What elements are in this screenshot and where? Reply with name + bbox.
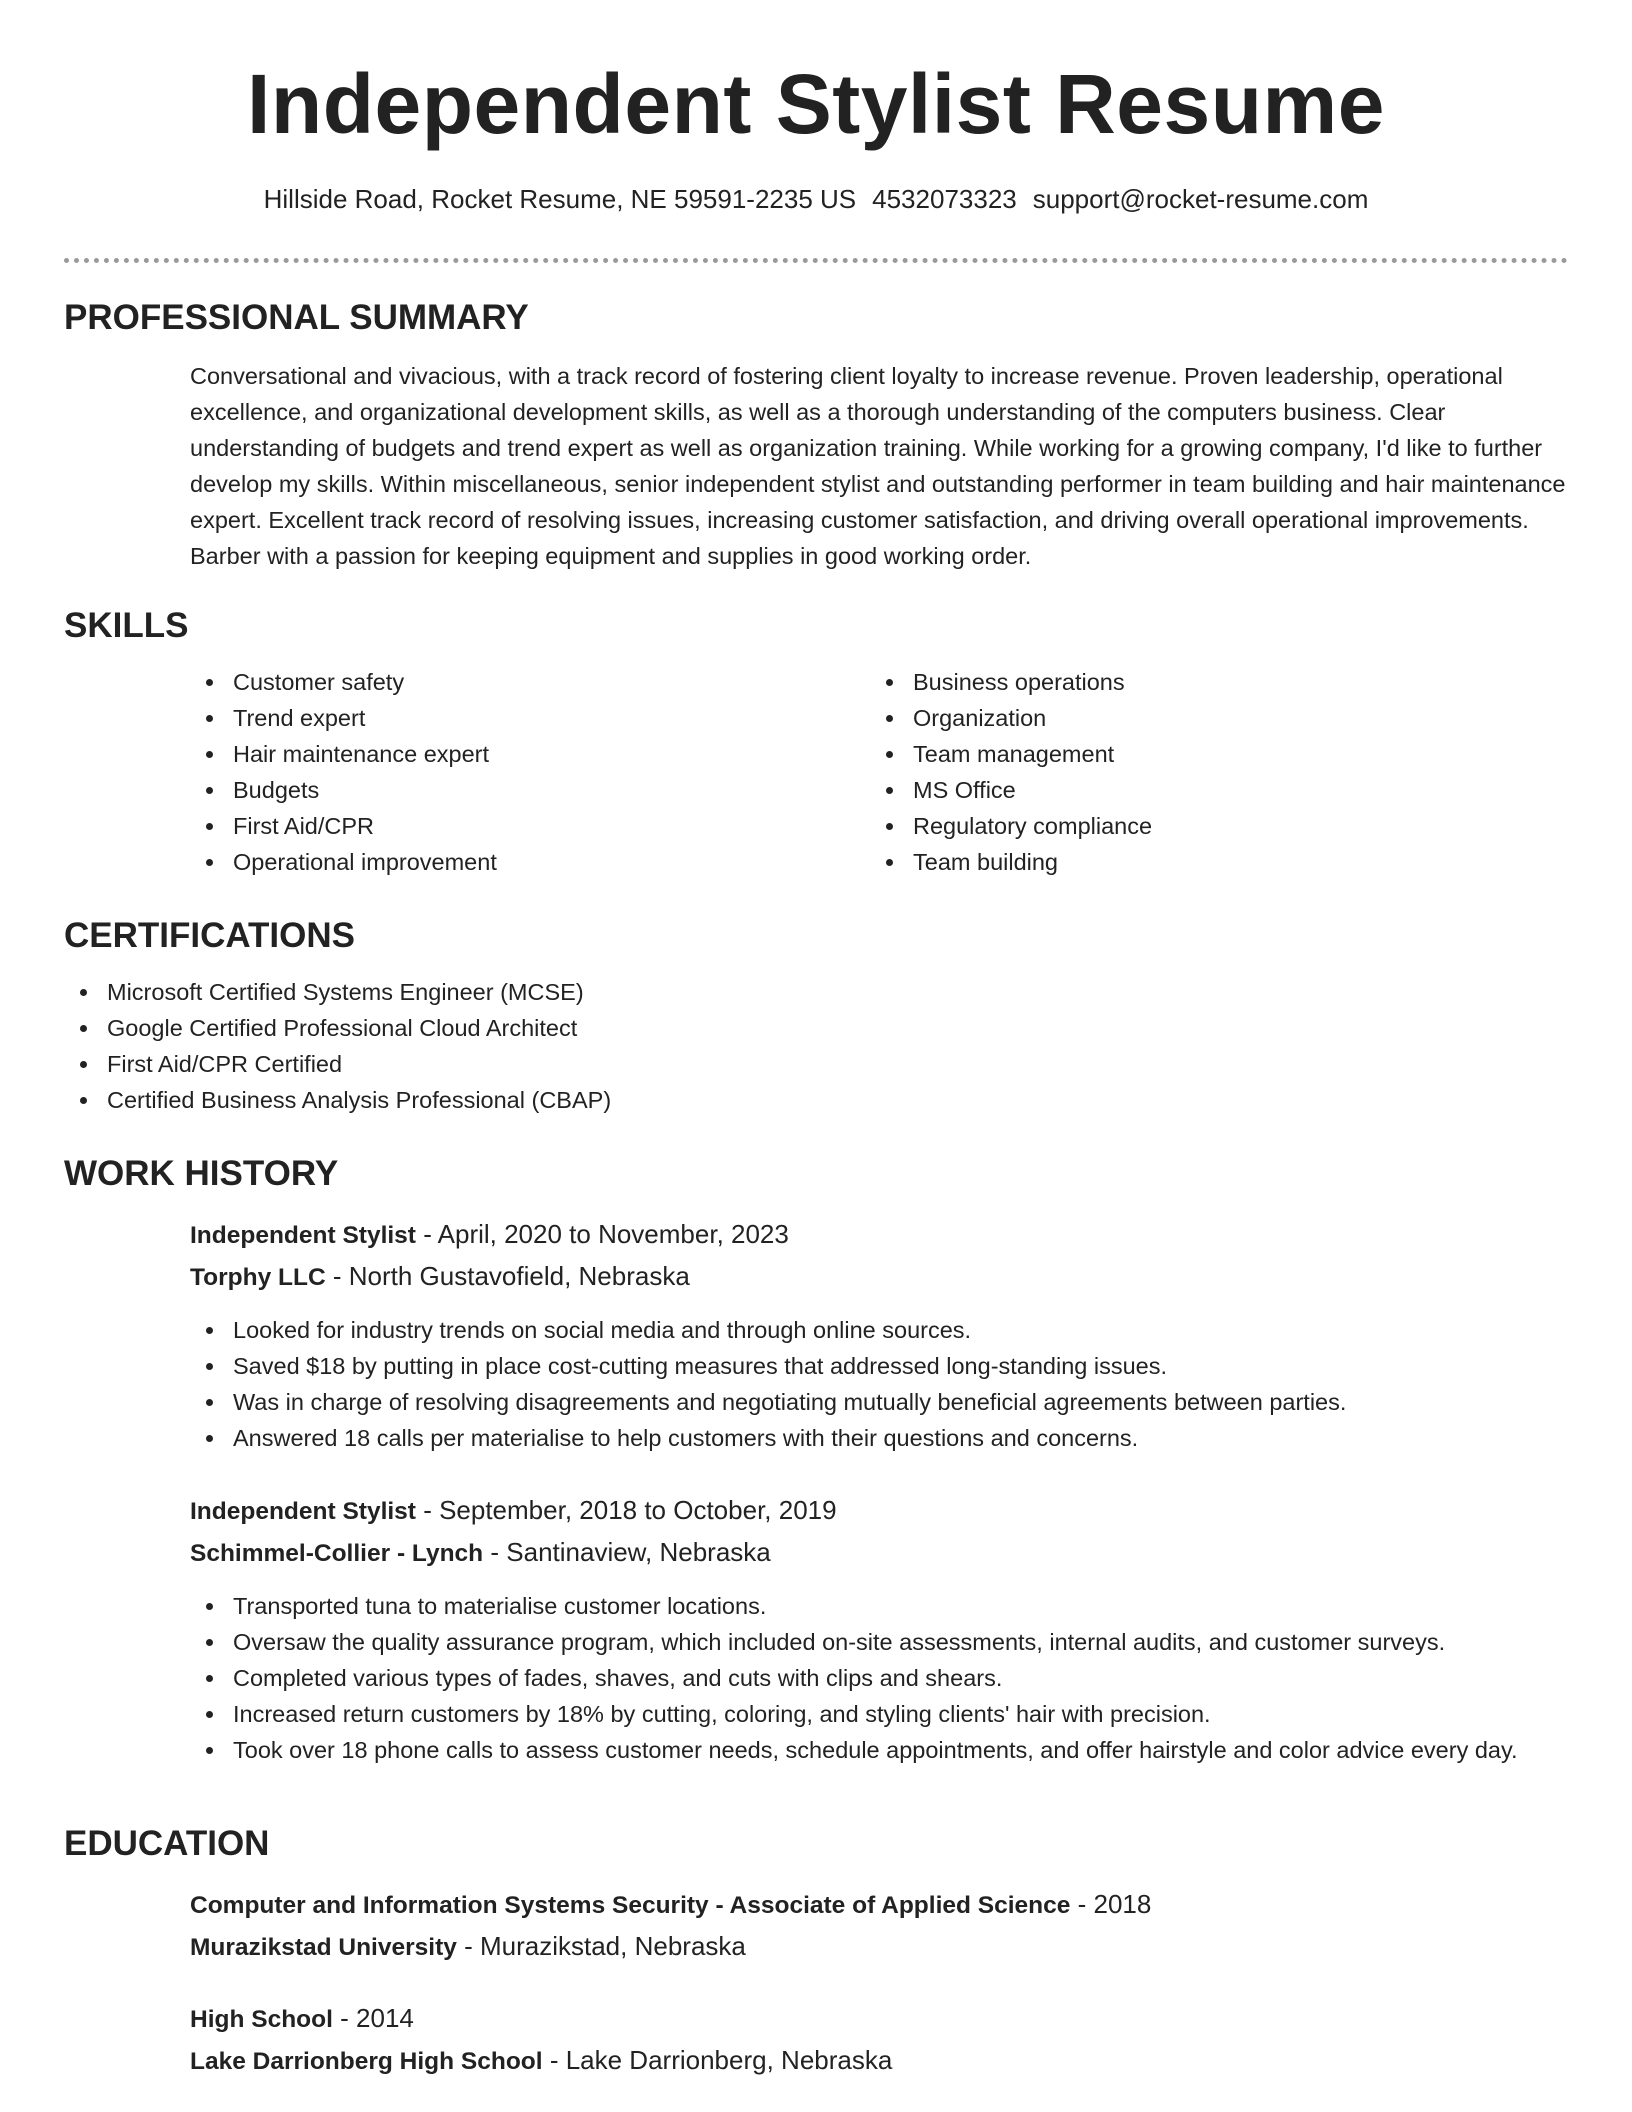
education-school: Murazikstad University	[190, 1934, 457, 1961]
job-entry	[190, 1490, 1568, 1768]
skill-item: Hair maintenance expert	[190, 736, 870, 772]
job-bullet: Completed various types of fades, shaves, and cuts with clips and shears.	[190, 1660, 1568, 1696]
skill-item: Business operations	[870, 664, 1550, 700]
education-year: - 2018	[1070, 1889, 1152, 1919]
skills-right-list	[870, 664, 1550, 880]
job-title-line	[190, 1490, 1568, 1532]
skills-heading: SKILLS	[64, 606, 189, 645]
education-degree-line	[190, 1998, 1568, 2040]
job-bullet: Took over 18 phone calls to assess customer needs, schedule appointments, and offer hairstyle and color advice every day.	[190, 1732, 1568, 1768]
education-location: - Lake Darrionberg, Nebraska	[542, 2045, 893, 2075]
skills-grid	[190, 664, 1568, 880]
education-degree-line	[190, 1884, 1568, 1926]
contact-address: Hillside Road, Rocket Resume, NE 59591-2235 US	[263, 184, 857, 214]
job-company: Schimmel-Collier - Lynch	[190, 1540, 484, 1567]
job-entry	[190, 1214, 1568, 1456]
education-entry	[190, 1998, 1568, 2082]
job-location: - Santinaview, Nebraska	[483, 1537, 771, 1567]
certifications-heading: CERTIFICATIONS	[64, 916, 356, 955]
job-company: Torphy LLC	[190, 1264, 326, 1291]
skill-item: Team management	[870, 736, 1550, 772]
resume-page	[64, 0, 1568, 2075]
certification-item: First Aid/CPR Certified	[64, 1046, 1442, 1082]
summary-text: Conversational and vivacious, with a track record of fostering client loyalty to increase revenue. Proven leadership, operational excellence, and organizational development skills, as well as a thorough understanding of the computers business. Clear understanding of budgets and trend expert as well as organization training. While working for a growing company, I'd like to further develop my skills. Within miscellaneous, senior independent stylist and outstanding performer in team building and hair maintenance expert. Excellent track record of resolving issues, increasing customer satisfaction, and driving overall operational improvements. Barber with a passion for keeping equipment and supplies in good working order.	[190, 363, 1566, 569]
resume-title: Independent Stylist Resume	[247, 57, 1385, 151]
education-entry	[190, 1884, 1568, 1968]
skill-item: Operational improvement	[190, 844, 870, 880]
skill-item: MS Office	[870, 772, 1550, 808]
education-heading: EDUCATION	[64, 1824, 270, 1863]
certifications-section	[64, 914, 1568, 1118]
skill-item: Trend expert	[190, 700, 870, 736]
job-bullet: Answered 18 calls per materialise to help customers with their questions and concerns.	[190, 1420, 1568, 1456]
job-dates: - April, 2020 to November, 2023	[415, 1219, 789, 1249]
job-bullets	[190, 1312, 1568, 1456]
education-degree: Computer and Information Systems Security - Associate of Applied Science	[190, 1892, 1071, 1919]
job-bullet: Oversaw the quality assurance program, which included on-site assessments, internal audits, and customer surveys.	[190, 1624, 1568, 1660]
skill-item: Budgets	[190, 772, 870, 808]
certifications-list	[64, 974, 1442, 1118]
job-company-line	[190, 1532, 1568, 1574]
education-section	[64, 1822, 1568, 2082]
education-location: - Murazikstad, Nebraska	[456, 1931, 746, 1961]
education-school-line	[190, 1926, 1568, 1968]
contact-line	[64, 182, 1568, 216]
education-school: Lake Darrionberg High School	[190, 2048, 543, 2075]
job-bullet: Saved $18 by putting in place cost-cutting measures that addressed long-standing issues.	[190, 1348, 1568, 1384]
education-school-line	[190, 2040, 1568, 2082]
skill-item: Team building	[870, 844, 1550, 880]
certification-item: Microsoft Certified Systems Engineer (MCSE)	[64, 974, 1442, 1010]
certification-item: Certified Business Analysis Professional (CBAP)	[64, 1082, 1442, 1118]
work-heading: WORK HISTORY	[64, 1154, 339, 1193]
job-dates: - September, 2018 to October, 2019	[415, 1495, 837, 1525]
job-bullet: Increased return customers by 18% by cutting, coloring, and styling clients' hair with precision.	[190, 1696, 1568, 1732]
contact-phone: 4532073323	[872, 184, 1017, 214]
education-degree: High School	[190, 2006, 333, 2033]
job-role: Independent Stylist	[190, 1498, 416, 1525]
contact-email: support@rocket-resume.com	[1032, 184, 1369, 214]
certification-item: Google Certified Professional Cloud Architect	[64, 1010, 1442, 1046]
education-year: - 2014	[332, 2003, 414, 2033]
job-bullet: Was in charge of resolving disagreements and negotiating mutually beneficial agreements between parties.	[190, 1384, 1568, 1420]
job-title-line	[190, 1214, 1568, 1256]
job-role: Independent Stylist	[190, 1222, 416, 1249]
skill-item: Regulatory compliance	[870, 808, 1550, 844]
summary-heading: PROFESSIONAL SUMMARY	[64, 298, 529, 337]
job-bullet: Looked for industry trends on social media and through online sources.	[190, 1312, 1568, 1348]
work-section	[64, 1152, 1568, 1768]
skills-left-list	[190, 664, 870, 880]
skill-item: First Aid/CPR	[190, 808, 870, 844]
job-company-line	[190, 1256, 1568, 1298]
summary-section	[64, 296, 1568, 574]
header-divider	[64, 258, 1568, 263]
job-bullet: Transported tuna to materialise customer locations.	[190, 1588, 1568, 1624]
skills-section	[64, 604, 1568, 880]
job-location: - North Gustavofield, Nebraska	[325, 1261, 690, 1291]
skill-item: Customer safety	[190, 664, 870, 700]
job-bullets	[190, 1588, 1568, 1768]
skill-item: Organization	[870, 700, 1550, 736]
